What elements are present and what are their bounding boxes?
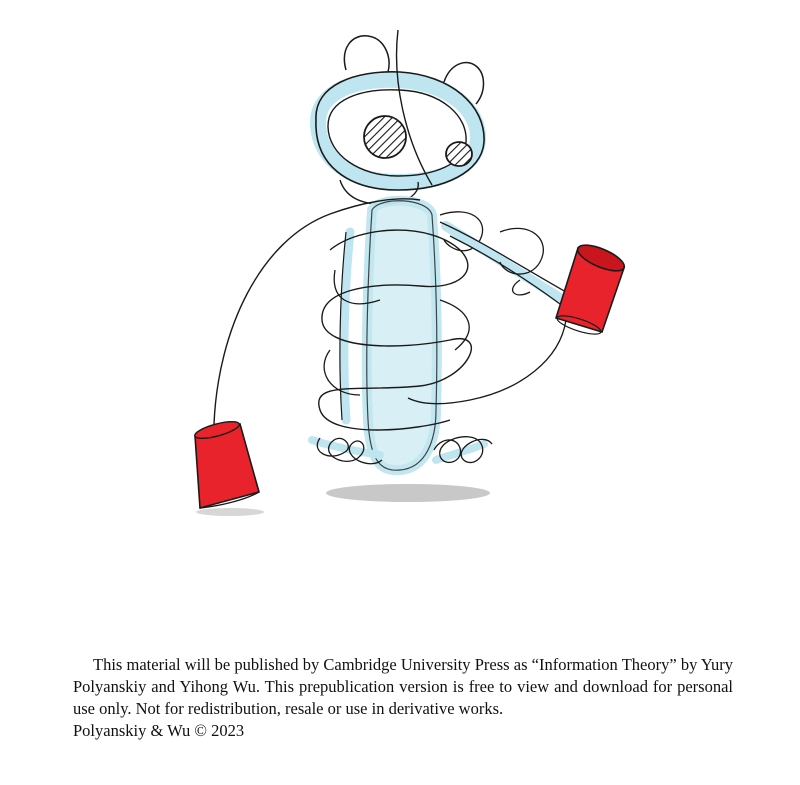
publication-notice bbox=[73, 654, 733, 742]
right-eye-icon bbox=[446, 142, 472, 166]
license-statement: This material will be published by Cambridge University Press as “Information Theory” by Yury Polyanskiy and Yihong Wu. This prepublication version is free to view and download for personal use only. Not for redistribution, resale or use in derivative works. bbox=[73, 655, 733, 718]
left-eye-icon bbox=[364, 116, 406, 158]
cup-shadow bbox=[196, 508, 264, 516]
head bbox=[316, 30, 484, 204]
ground-cup-icon bbox=[193, 418, 259, 508]
raccoon-tin-can-telephone-illustration bbox=[180, 25, 640, 525]
torso bbox=[319, 201, 483, 470]
ground-shadow bbox=[326, 484, 490, 502]
copyright-line: Polyanskiy & Wu © 2023 bbox=[73, 721, 245, 740]
